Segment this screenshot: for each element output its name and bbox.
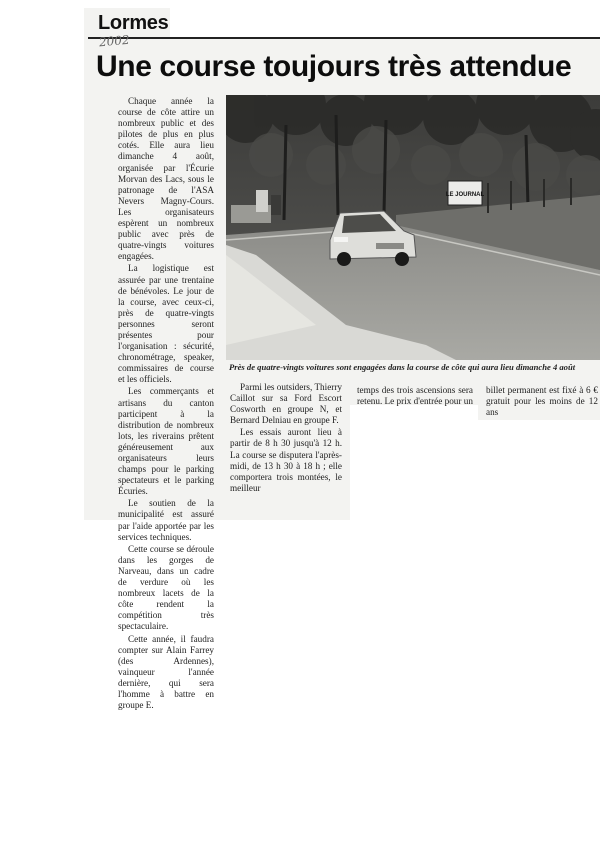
race-photo <box>226 95 600 360</box>
article-column-3: temps des trois ascensions sera retenu. Le prix d'entrée pour un <box>357 385 473 407</box>
article-column-2 <box>230 382 342 495</box>
paragraph: Le soutien de la municipalité est assuré par l'aide apportée par les services techniques. <box>118 498 214 542</box>
photo-caption: Près de quatre-vingts voitures sont engagées dans la course de côte qui aura lieu dimanche 4 août <box>229 362 576 372</box>
headline: Une course toujours très attendue <box>96 50 572 83</box>
paragraph: Cette course se déroule dans les gorges de Narveau, dans un cadre de verdure où les nombreux lacets de la côte rendent la compétition très spectaculaire. <box>118 543 214 632</box>
paragraph: Cette année, il faudra compter sur Alain Farrey (des Ardennes), vainqueur l'année dernière, qui sera l'homme à battre en groupe E. <box>118 633 214 711</box>
handwritten-year: 2002 <box>98 32 131 50</box>
header-rule <box>88 37 600 39</box>
article-column-4: billet permanent est fixé à 6 € gratuit pour les moins de 12 ans <box>486 385 598 418</box>
section-title: Lormes <box>98 12 169 34</box>
paragraph: Chaque année la course de côte attire un nombreux public et des pilotes de plus en plus cotés. Elle aura lieu dimanche 4 août, organisée par l'Écurie Morvan des Lacs, sous le patronage de l'ASA Nevers Magny-Cours. Les organisateurs espèrent un nombreux public avec près de quatre-vingts voitures engagées. <box>118 96 214 262</box>
photo-scene <box>226 95 600 360</box>
banner-text: LE JOURNAL <box>445 192 485 198</box>
paragraph: Les commerçants et artisans du canton participent à la distribution de nombreux lots, les riverains prêtent généreusement aux organisateurs leurs champs pour le parking spectateurs et le parking Écuries. <box>118 386 214 497</box>
paragraph: Parmi les outsiders, Thierry Caillot sur sa Ford Escort Cosworth en groupe N, et Bernard Delniau en groupe F. <box>230 382 342 426</box>
page-background-gap <box>350 405 600 525</box>
paragraph: La logistique est assurée par une trentaine de bénévoles. Le jour de la course, avec ceux-ci, près de quatre-vingts personnes seront présentes pour l'organisation : sécurité, chronométrage, speaker, commissaires de course et les officiels. <box>118 263 214 385</box>
article-column-1 <box>118 96 214 712</box>
paragraph: Les essais auront lieu à partir de 8 h 30 jusqu'à 12 h. La course se disputera l'après-midi, de 13 h 30 à 18 h ; elle comportera trois montées, le meilleur <box>230 427 342 493</box>
